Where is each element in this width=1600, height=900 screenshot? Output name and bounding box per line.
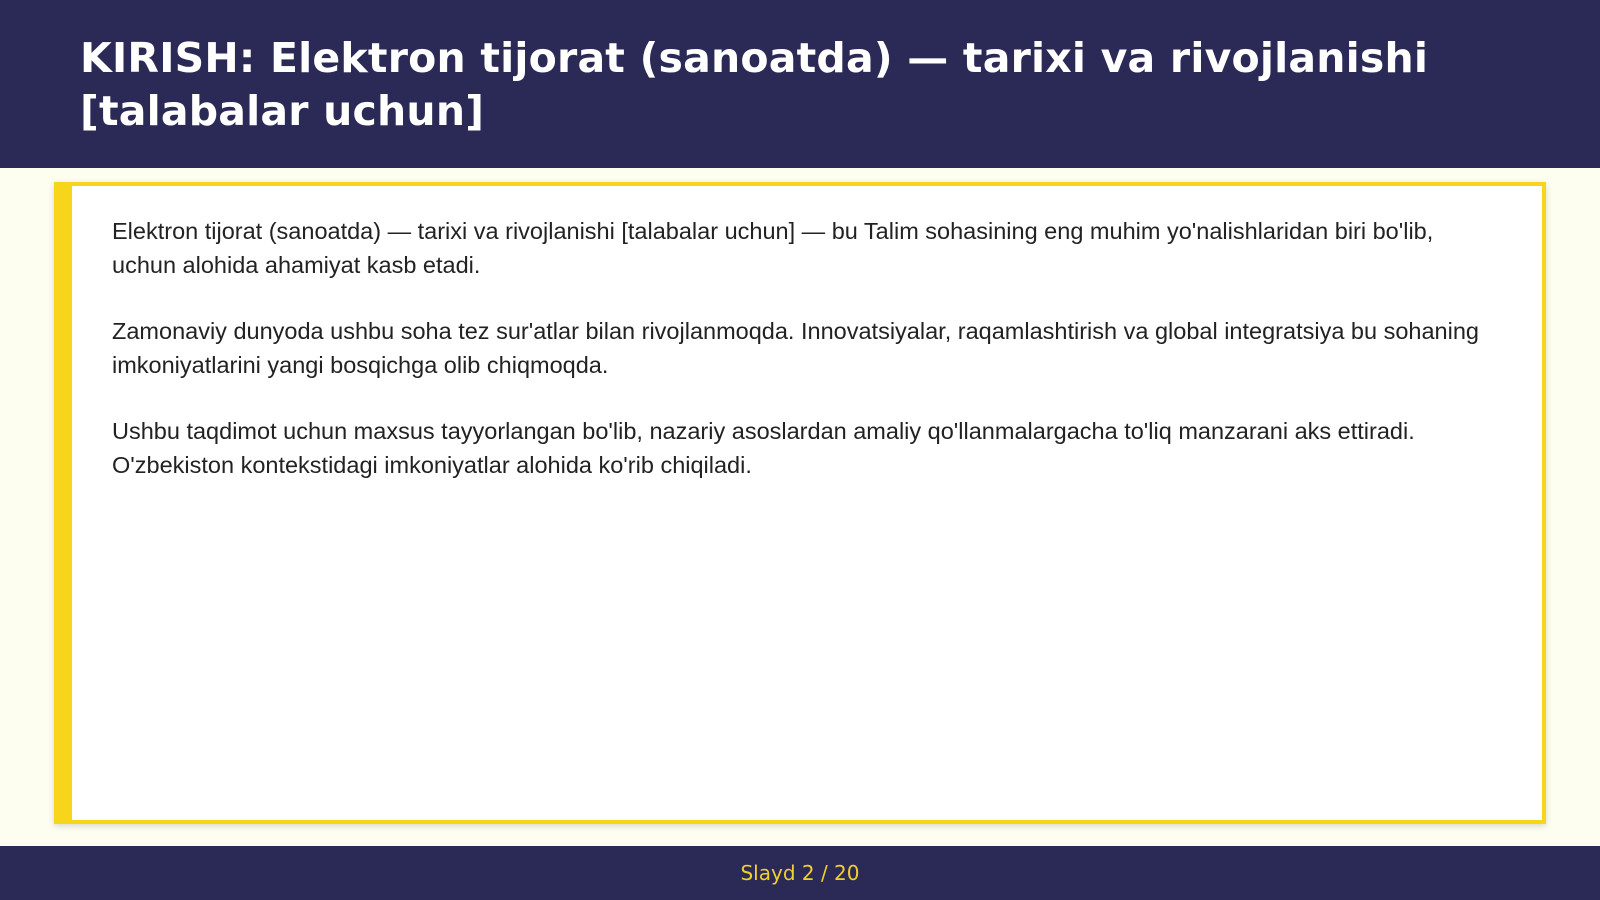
presentation-purpose-paragraph: Ushbu taqdimot uchun maxsus tayyorlangan bo'lib, nazariy asoslardan amaliy qo'llanmalargacha to'liq manzarani aks ettiradi. O'zbekiston kontekstidagi imkoniyatlar alohida ko'rib chiqiladi.	[112, 418, 1415, 478]
intro-paragraph: Elektron tijorat (sanoatda) — tarixi va rivojlanishi [talabalar uchun] — bu Talim sohasining eng muhim yo'nalishlaridan biri bo'lib, uchun alohida ahamiyat kasb etadi.	[112, 218, 1434, 278]
slide-header	[0, 0, 1600, 168]
slide-counter: Slayd 2 / 20	[740, 861, 860, 885]
modern-world-paragraph: Zamonaviy dunyoda ushbu soha tez sur'atlar bilan rivojlanmoqda. Innovatsiyalar, raqamlashtirish va global integratsiya bu sohaning imkoniyatlarini yangi bosqichga olib chiqmoqda.	[112, 318, 1479, 378]
slide-title: KIRISH: Elektron tijorat (sanoatda) — tarixi va rivojlanishi [talabalar uchun]	[80, 34, 1429, 135]
content-box	[54, 182, 1546, 824]
slide-footer	[0, 846, 1600, 900]
